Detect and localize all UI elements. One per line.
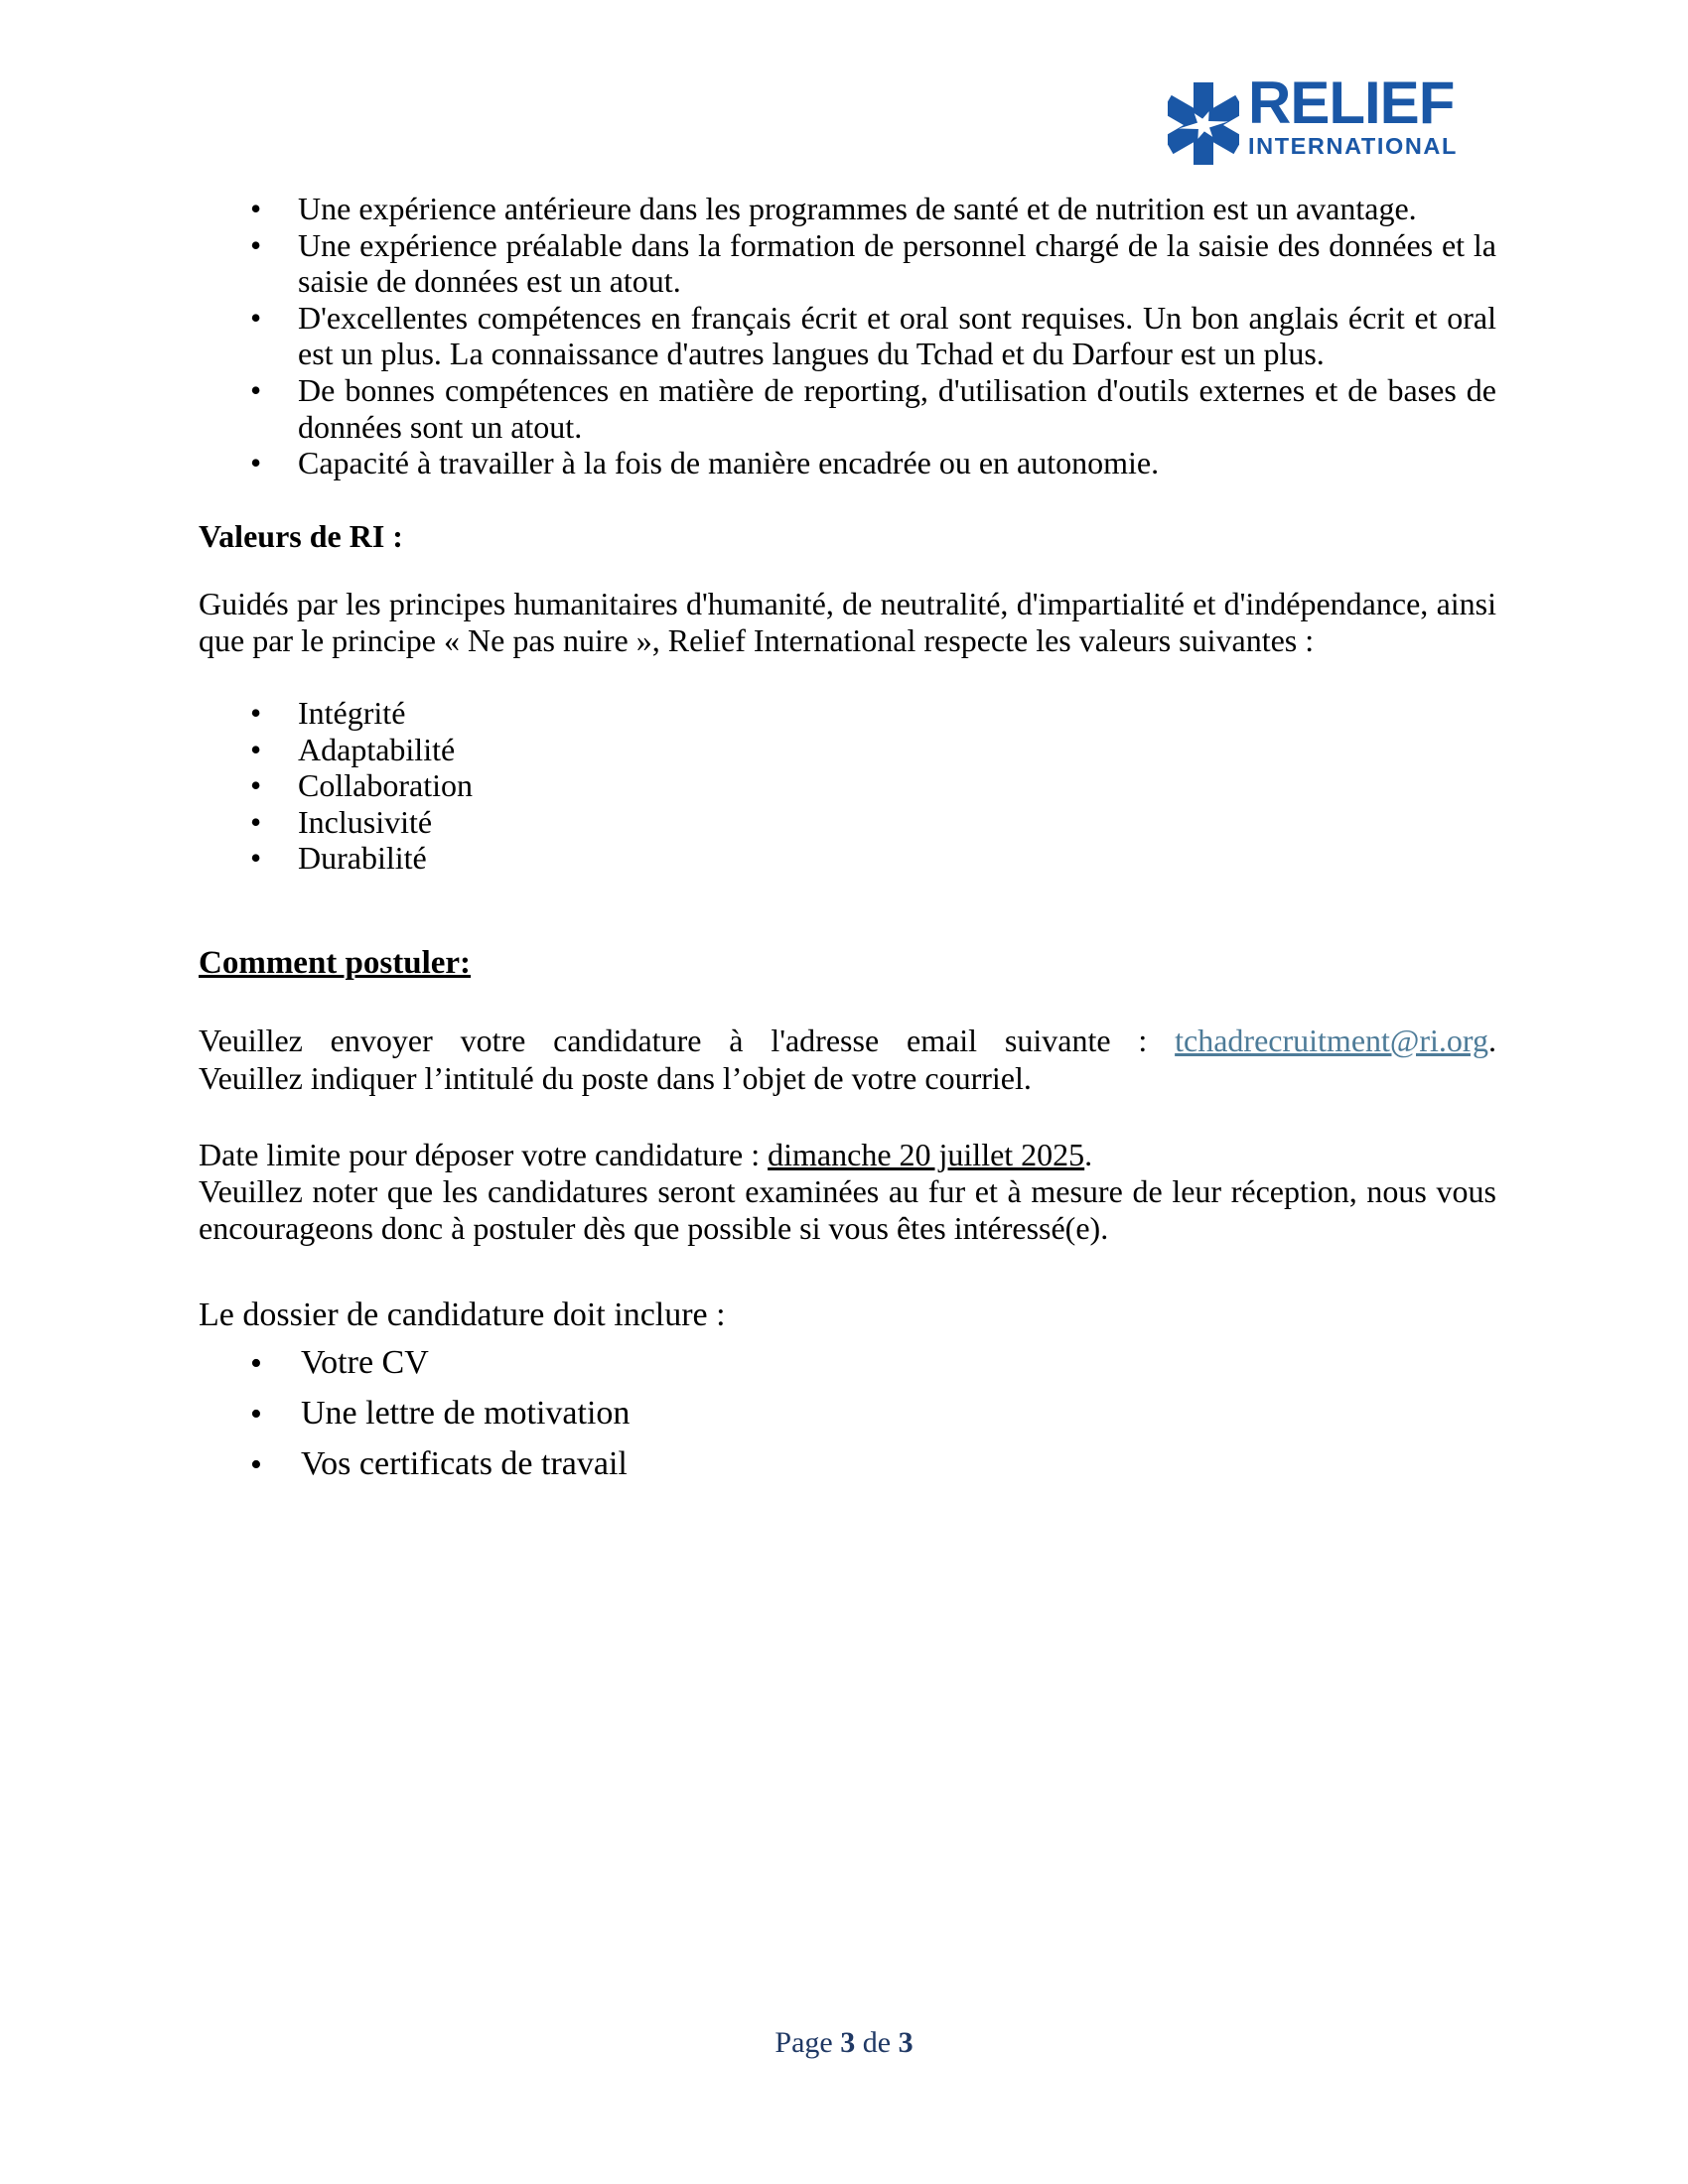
apply-line-2: Veuillez indiquer l’intitulé du poste dans l’objet de votre courriel. <box>199 1059 1032 1096</box>
dossier-block <box>199 1294 1496 1489</box>
list-item: • Capacité à travailler à la fois de manière encadrée ou en autonomie. <box>199 445 1496 481</box>
logo-text <box>1248 69 1458 159</box>
page-footer <box>0 2025 1688 2061</box>
list-item: • Durabilité <box>199 840 1496 877</box>
requirements-list <box>199 191 1496 481</box>
deadline-label: Date limite pour déposer votre candidature : <box>199 1137 769 1172</box>
logo-title: RELIEF <box>1248 69 1455 136</box>
list-item: • Collaboration <box>199 767 1496 804</box>
footer-page-label: Page <box>774 2026 841 2059</box>
list-item: • Adaptabilité <box>199 732 1496 768</box>
apply-text-before-link: Veuillez envoyer votre candidature à l'adresse email suivante : <box>199 1023 1176 1058</box>
values-intro-paragraph: Guidés par les principes humanitaires d'humanité, de neutralité, d'impartialité et d'indépendance, ainsi que par le principe « Ne pas nuire », Relief International respecte les valeurs suivantes : <box>199 586 1496 658</box>
dossier-list <box>199 1337 1496 1489</box>
dossier-intro: Le dossier de candidature doit inclure : <box>199 1297 726 1333</box>
list-item: • Inclusivité <box>199 804 1496 841</box>
deadline-block <box>199 1137 1496 1247</box>
footer-of-label: de <box>855 2026 899 2059</box>
values-list <box>199 695 1496 877</box>
relief-asterisk-icon <box>1168 81 1239 165</box>
list-item: • De bonnes compétences en matière de reporting, d'utilisation d'outils externes et de bases de données sont un atout. <box>199 372 1496 445</box>
list-item: • D'excellentes compétences en français écrit et oral sont requises. Un bon anglais écrit et oral est un plus. La connaissance d'autres langues du Tchad et du Darfour est un plus. <box>199 300 1496 372</box>
list-item: • Une expérience préalable dans la formation de personnel chargé de la saisie des données et la saisie de données est un atout. <box>199 227 1496 300</box>
apply-text-after-link: . <box>1488 1023 1496 1058</box>
relief-international-logo <box>1168 69 1458 165</box>
apply-heading: Comment postuler: <box>199 945 472 981</box>
list-item: • Vos certificats de travail <box>199 1438 1496 1489</box>
values-heading: Valeurs de RI : <box>199 518 403 554</box>
list-item: • Votre CV <box>199 1337 1496 1388</box>
list-item: • Intégrité <box>199 695 1496 732</box>
list-item: • Une lettre de motivation <box>199 1388 1496 1438</box>
apply-paragraph <box>199 1023 1496 1097</box>
deadline-line <box>199 1137 1496 1173</box>
footer-total-pages: 3 <box>898 2026 914 2059</box>
recruitment-email-link[interactable]: tchadrecruitment@ri.org <box>1175 1023 1488 1058</box>
deadline-period: . <box>1084 1137 1093 1172</box>
footer-page-number: 3 <box>840 2026 856 2059</box>
review-note: Veuillez noter que les candidatures seront examinées au fur et à mesure de leur réception, nous vous encourageons donc à postuler dès que possible si vous êtes intéressé(e). <box>199 1173 1496 1246</box>
deadline-date: dimanche 20 juillet 2025 <box>768 1137 1085 1172</box>
list-item: • Une expérience antérieure dans les programmes de santé et de nutrition est un avantage. <box>199 191 1496 227</box>
apply-line-1 <box>199 1023 1496 1060</box>
logo-subtitle: INTERNATIONAL <box>1248 133 1458 159</box>
